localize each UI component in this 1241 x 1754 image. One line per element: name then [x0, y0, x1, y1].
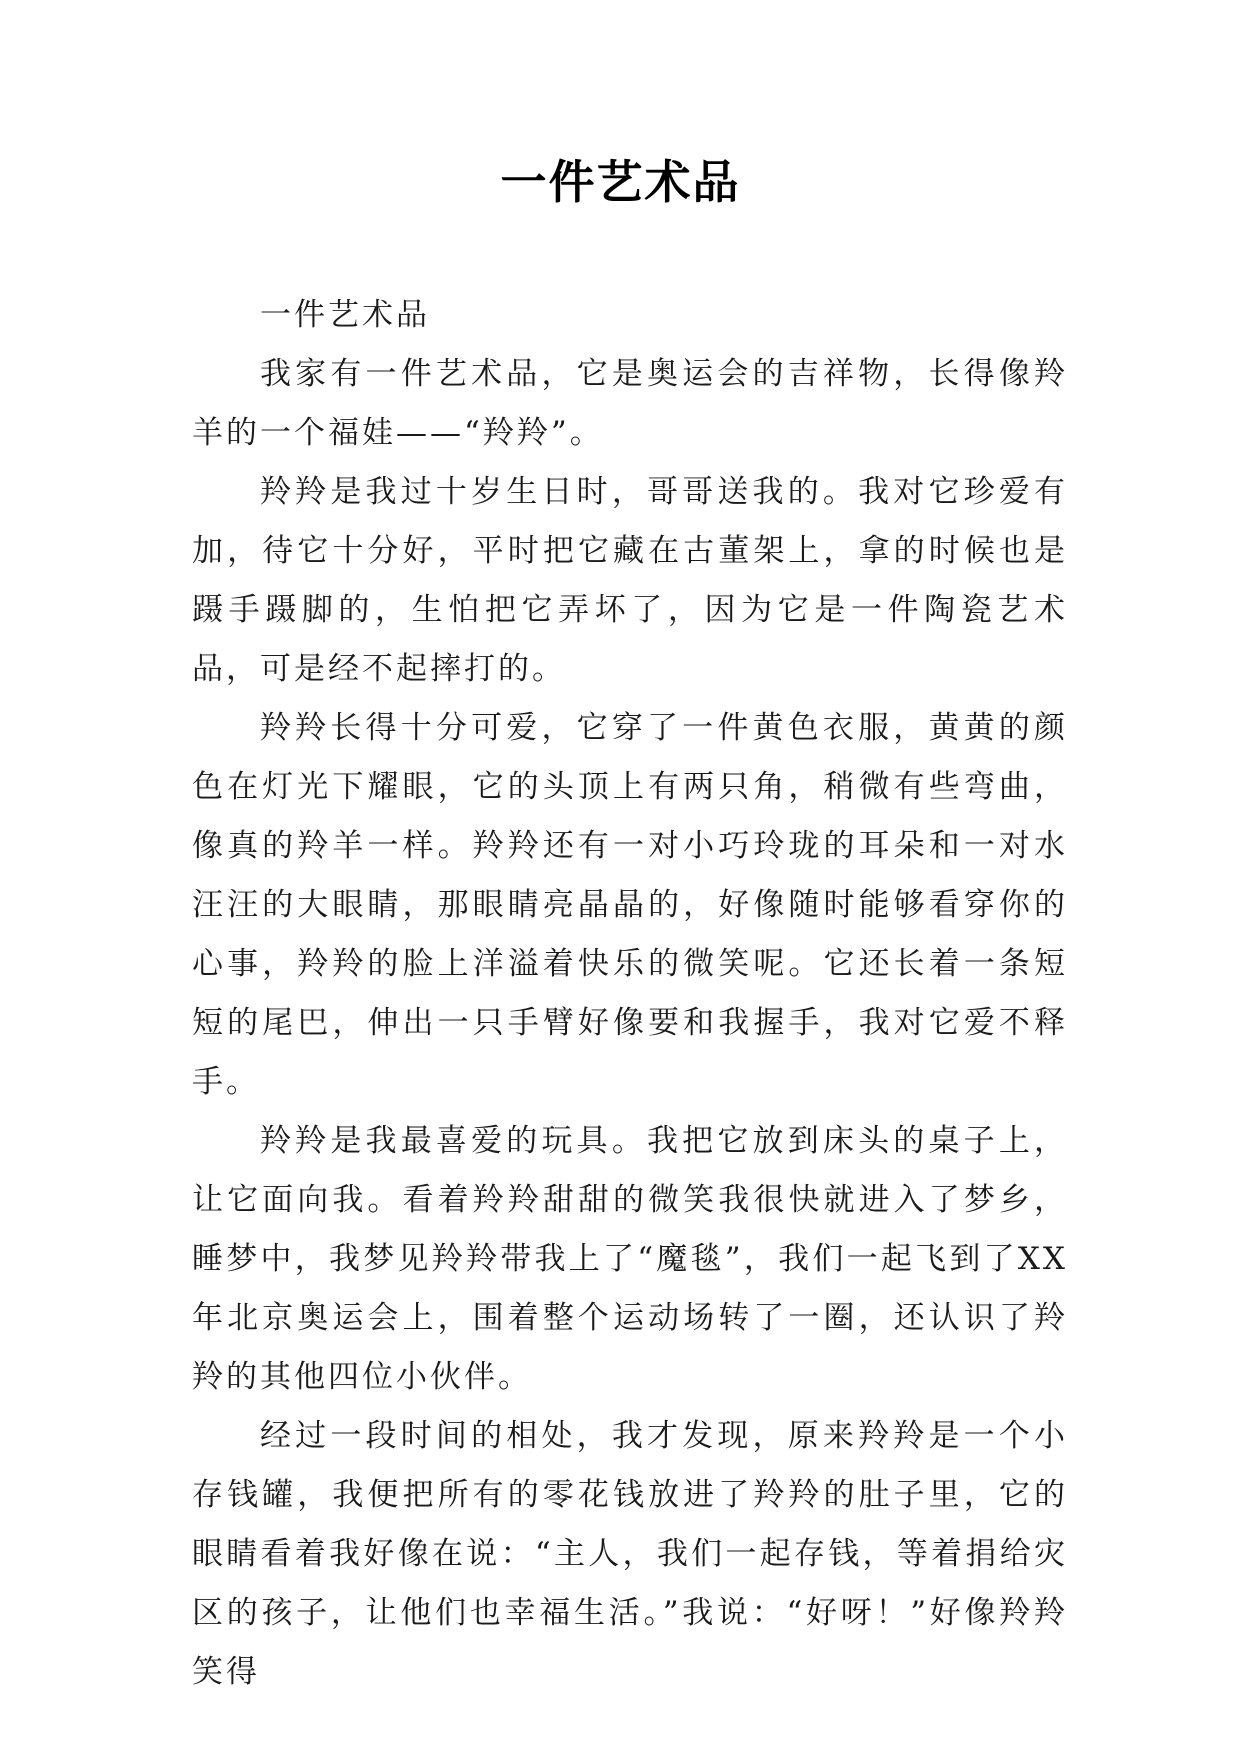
paragraph: 我家有一件艺术品，它是奥运会的吉祥物，长得像羚羊的一个福娃——“羚羚”。: [192, 356, 1068, 451]
document-title: 一件艺术品: [500, 155, 741, 209]
paragraph: 经过一段时间的相处，我才发现，原来羚羚是一个小存钱罐，我便把所有的零花钱放进了羚羚的肚子里，它的眼睛看着我好像在说：“主人，我们一起存钱，等着捐给灾区的孩子，让他们也幸福生活。”我说：“好呀！”好像羚羚笑得: [192, 1418, 1068, 1690]
document-body: [192, 286, 1068, 1702]
paragraph: 羚羚是我过十岁生日时，哥哥送我的。我对它珍爱有加，待它十分好，平时把它藏在古董架上，拿的时候也是蹑手蹑脚的，生怕把它弄坏了，因为它是一件陶瓷艺术品，可是经不起摔打的。: [192, 474, 1068, 687]
paragraph: 羚羚是我最喜爱的玩具。我把它放到床头的桌子上，让它面向我。看着羚羚甜甜的微笑我很快就进入了梦乡，睡梦中，我梦见羚羚带我上了“魔毯”，我们一起飞到了XX年北京奥运会上，围着整个运动场转了一圈，还认识了羚羚的其他四位小伙伴。: [192, 1123, 1068, 1395]
paragraph-subtitle: 一件艺术品: [260, 297, 430, 333]
paragraph: 羚羚长得十分可爱，它穿了一件黄色衣服，黄黄的颜色在灯光下耀眼，它的头顶上有两只角，稍微有些弯曲，像真的羚羊一样。羚羚还有一对小巧玲珑的耳朵和一对水汪汪的大眼睛，那眼睛亮晶晶的，好像随时能够看穿你的心事，羚羚的脸上洋溢着快乐的微笑呢。它还长着一条短短的尾巴，伸出一只手臂好像要和我握手，我对它爱不释手。: [192, 710, 1068, 1100]
